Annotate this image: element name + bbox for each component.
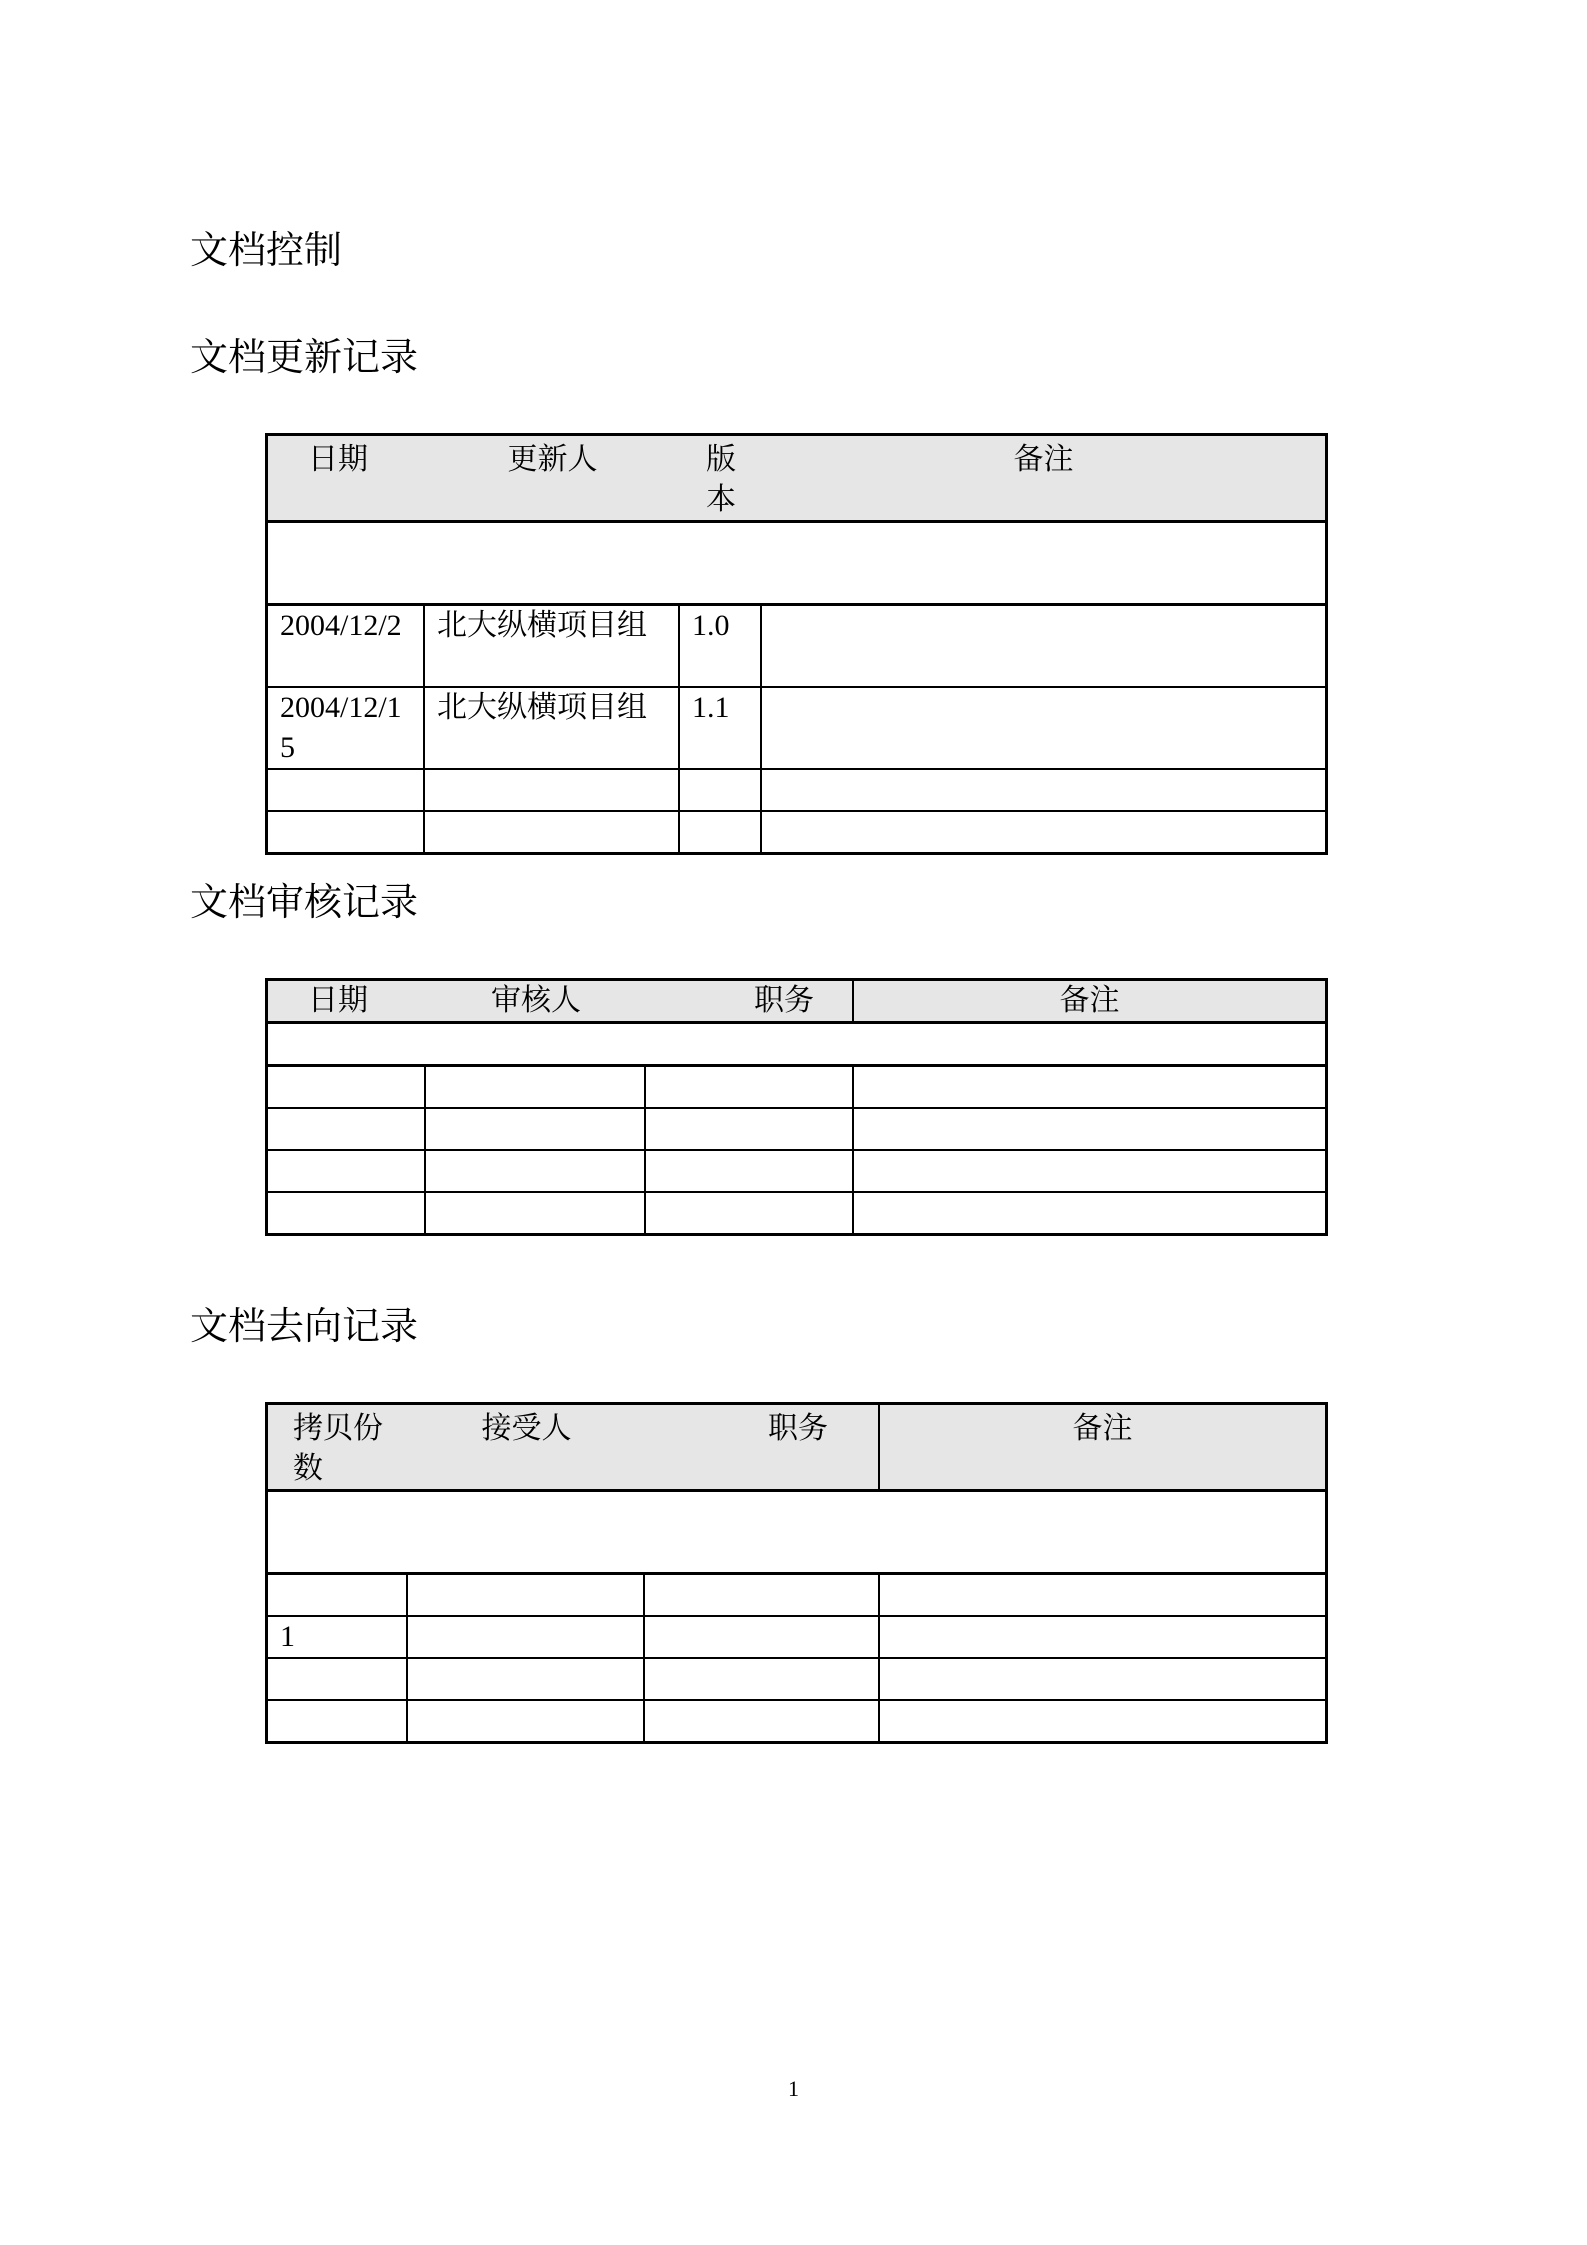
cell-position <box>645 1617 880 1659</box>
cell-date: 2004/12/15 <box>268 688 425 770</box>
header-remarks: 备注 <box>762 436 1325 523</box>
cell-updater <box>425 812 680 855</box>
cell-version: 1.0 <box>680 606 762 688</box>
review-header-row <box>268 981 1325 1024</box>
cell-position <box>646 1109 854 1151</box>
cell-version: 1.1 <box>680 688 762 770</box>
table-row <box>268 812 1325 855</box>
cell-receiver <box>408 1701 645 1744</box>
cell-reviewer <box>426 1067 646 1109</box>
cell-reviewer <box>426 1109 646 1151</box>
update-record-heading: 文档更新记录 <box>190 335 419 379</box>
cell-position <box>645 1659 880 1701</box>
page-number: 1 <box>788 2076 799 2101</box>
table-row <box>268 1617 1325 1659</box>
header-position: 职务 <box>646 981 854 1024</box>
cell-date <box>268 1067 426 1109</box>
cell-remarks <box>762 606 1325 688</box>
cell-position <box>646 1151 854 1193</box>
table-row <box>268 1151 1325 1193</box>
cell-date <box>268 1151 426 1193</box>
header-date: 日期 <box>268 981 426 1024</box>
update-header-row <box>268 436 1325 523</box>
cell-remarks <box>854 1193 1325 1236</box>
cell-version <box>680 812 762 855</box>
cell-date <box>268 1193 426 1236</box>
cell-remarks <box>880 1575 1325 1617</box>
cell-remarks <box>762 770 1325 812</box>
review-record-table <box>265 978 1328 1236</box>
cell-date <box>268 770 425 812</box>
cell-remarks <box>880 1617 1325 1659</box>
header-copies: 拷贝份数 <box>268 1405 408 1492</box>
distribution-header-row <box>268 1405 1325 1492</box>
cell-receiver <box>408 1575 645 1617</box>
distribution-record-heading: 文档去向记录 <box>190 1304 419 1348</box>
cell-date: 2004/12/2 <box>268 606 425 688</box>
cell-remarks <box>854 1109 1325 1151</box>
cell-version <box>680 770 762 812</box>
cell-remarks <box>880 1659 1325 1701</box>
cell-date <box>268 812 425 855</box>
table-row <box>268 1109 1325 1151</box>
table-row <box>268 1575 1325 1617</box>
cell-position <box>646 1067 854 1109</box>
header-version: 版本 <box>680 436 762 523</box>
table-row <box>268 688 1325 770</box>
cell-copies <box>268 1575 408 1617</box>
cell-remarks <box>880 1701 1325 1744</box>
cell-remarks <box>762 688 1325 770</box>
cell-receiver <box>408 1659 645 1701</box>
cell-updater: 北大纵横项目组 <box>425 606 680 688</box>
cell-reviewer <box>426 1193 646 1236</box>
cell-position <box>645 1575 880 1617</box>
table-row <box>268 770 1325 812</box>
table-row <box>268 1701 1325 1744</box>
table-row <box>268 1659 1325 1701</box>
table-row <box>268 1067 1325 1109</box>
table-row <box>268 606 1325 688</box>
review-record-heading: 文档审核记录 <box>190 880 419 924</box>
cell-updater <box>425 770 680 812</box>
cell-copies: 1 <box>268 1617 408 1659</box>
cell-remarks <box>854 1151 1325 1193</box>
header-remarks: 备注 <box>880 1405 1325 1492</box>
cell-copies <box>268 1659 408 1701</box>
header-position: 职务 <box>645 1405 880 1492</box>
header-updater: 更新人 <box>425 436 680 523</box>
header-reviewer: 审核人 <box>426 981 646 1024</box>
cell-reviewer <box>426 1151 646 1193</box>
cell-receiver <box>408 1617 645 1659</box>
header-date: 日期 <box>268 436 425 523</box>
cell-updater: 北大纵横项目组 <box>425 688 680 770</box>
header-receiver: 接受人 <box>408 1405 645 1492</box>
cell-position <box>646 1193 854 1236</box>
header-remarks: 备注 <box>854 981 1325 1024</box>
distribution-record-table <box>265 1402 1328 1744</box>
document-control-heading: 文档控制 <box>190 228 343 272</box>
cell-remarks <box>854 1067 1325 1109</box>
update-record-table <box>265 433 1328 855</box>
cell-copies <box>268 1701 408 1744</box>
cell-position <box>645 1701 880 1744</box>
cell-remarks <box>762 812 1325 855</box>
cell-date <box>268 1109 426 1151</box>
table-row <box>268 1193 1325 1236</box>
